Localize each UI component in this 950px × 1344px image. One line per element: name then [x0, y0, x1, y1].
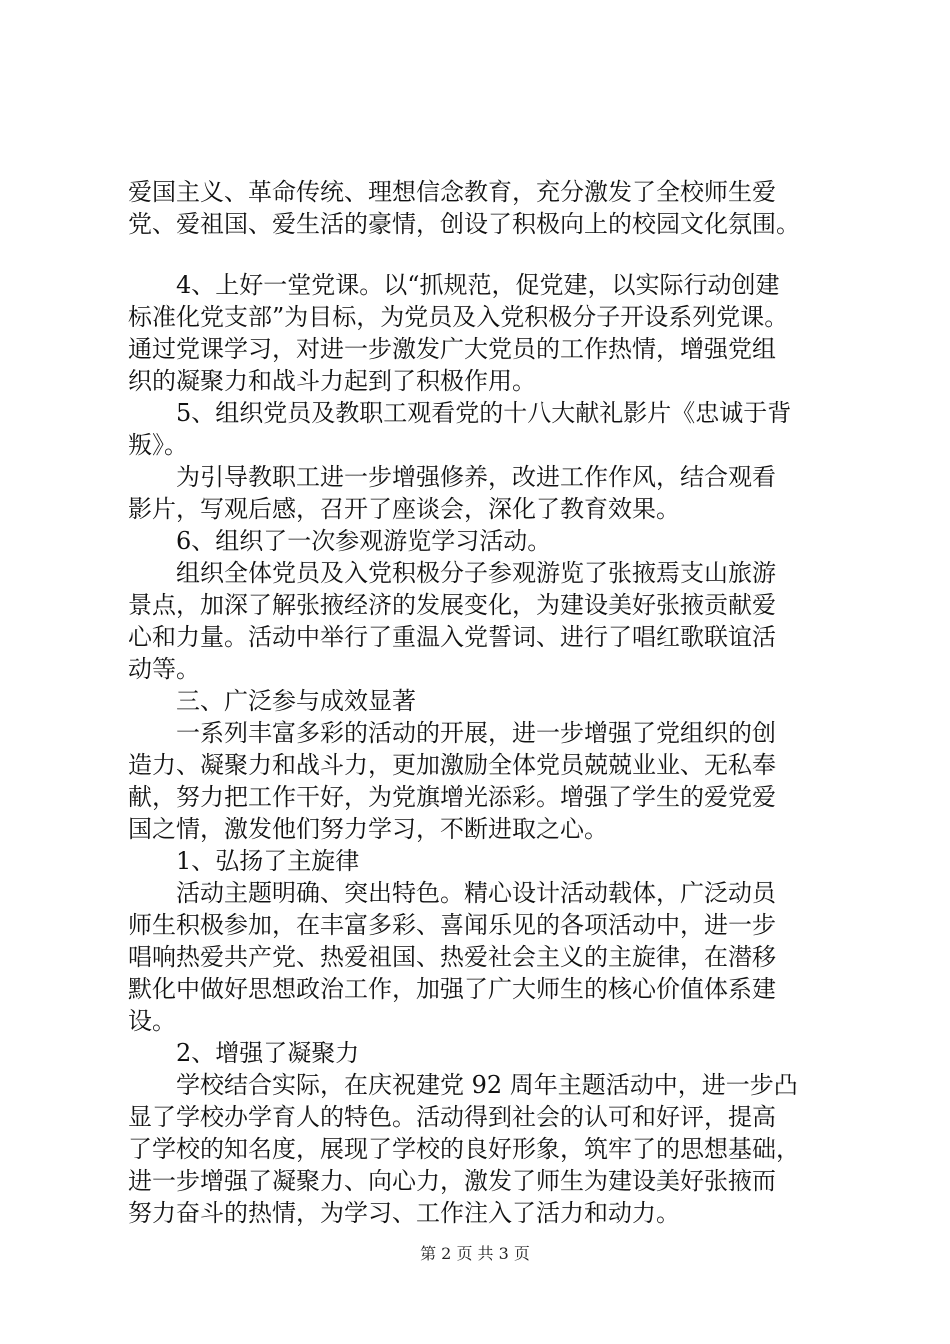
- body-text-line: 6、组织了一次参观游览学习活动。: [176, 527, 552, 555]
- body-text-line: 通过党课学习，对进一步激发广大党员的工作热情，增强党组: [128, 335, 776, 363]
- body-text-line: 显了学校办学育人的特色。活动得到社会的认可和好评，提高: [128, 1103, 776, 1131]
- body-text-line: 献，努力把工作干好，为党旗增光添彩。增强了学生的爱党爱: [128, 783, 776, 811]
- section-heading: 三、广泛参与成效显著: [176, 687, 416, 715]
- body-text-line: 默化中做好思想政治工作，加强了广大师生的核心价值体系建: [128, 975, 776, 1003]
- body-text-line: 为引导教职工进一步增强修养，改进工作作风，结合观看: [176, 463, 776, 491]
- body-text-line: 一系列丰富多彩的活动的开展，进一步增强了党组织的创: [176, 719, 776, 747]
- body-text-line: 心和力量。活动中举行了重温入党誓词、进行了唱红歌联谊活: [128, 623, 776, 651]
- body-text-line: 国之情，激发他们努力学习，不断进取之心。: [128, 815, 608, 843]
- body-text-line: 造力、凝聚力和战斗力，更加激励全体党员兢兢业业、无私奉: [128, 751, 776, 779]
- body-text-line: 爱国主义、革命传统、理想信念教育，充分激发了全校师生爱: [128, 178, 776, 206]
- body-text-line: 动等。: [128, 655, 200, 683]
- body-text-line: 努力奋斗的热情，为学习、工作注入了活力和动力。: [128, 1199, 680, 1227]
- body-text-line: 唱响热爱共产党、热爱祖国、热爱社会主义的主旋律，在潜移: [128, 943, 776, 971]
- body-text-line: 党、爱祖国、爱生活的豪情，创设了积极向上的校园文化氛围。: [128, 210, 800, 238]
- body-text-line: 师生积极参加，在丰富多彩、喜闻乐见的各项活动中，进一步: [128, 911, 776, 939]
- body-text-line: 组织全体党员及入党积极分子参观游览了张掖焉支山旅游: [176, 559, 776, 587]
- body-text-line: 影片，写观后感，召开了座谈会，深化了教育效果。: [128, 495, 680, 523]
- body-text-line: 4、上好一堂党课。以“抓规范，促党建，以实际行动创建: [176, 271, 780, 299]
- subsection-heading: 1、弘扬了主旋律: [176, 847, 360, 875]
- body-text-line: 进一步增强了凝聚力、向心力，激发了师生为建设美好张掖而: [128, 1167, 776, 1195]
- body-text-line: 活动主题明确、突出特色。精心设计活动载体，广泛动员: [176, 879, 776, 907]
- page-number-footer: 第 2 页 共 3 页: [420, 1244, 530, 1263]
- body-text-line: 织的凝聚力和战斗力起到了积极作用。: [128, 367, 536, 395]
- body-text-line: 景点，加深了解张掖经济的发展变化，为建设美好张掖贡献爱: [128, 591, 776, 619]
- body-text-line: 了学校的知名度，展现了学校的良好形象，筑牢了的思想基础，: [128, 1135, 800, 1163]
- body-text-line: 标准化党支部”为目标，为党员及入党积极分子开设系列党课。: [128, 303, 789, 331]
- body-text-line: 学校结合实际，在庆祝建党 92 周年主题活动中，进一步凸: [176, 1071, 798, 1099]
- body-text-line: 叛》。: [128, 431, 188, 459]
- body-text-line: 5、组织党员及教职工观看党的十八大献礼影片《忠诚于背: [176, 399, 792, 427]
- body-text-line: 设。: [128, 1007, 176, 1035]
- subsection-heading: 2、增强了凝聚力: [176, 1039, 360, 1067]
